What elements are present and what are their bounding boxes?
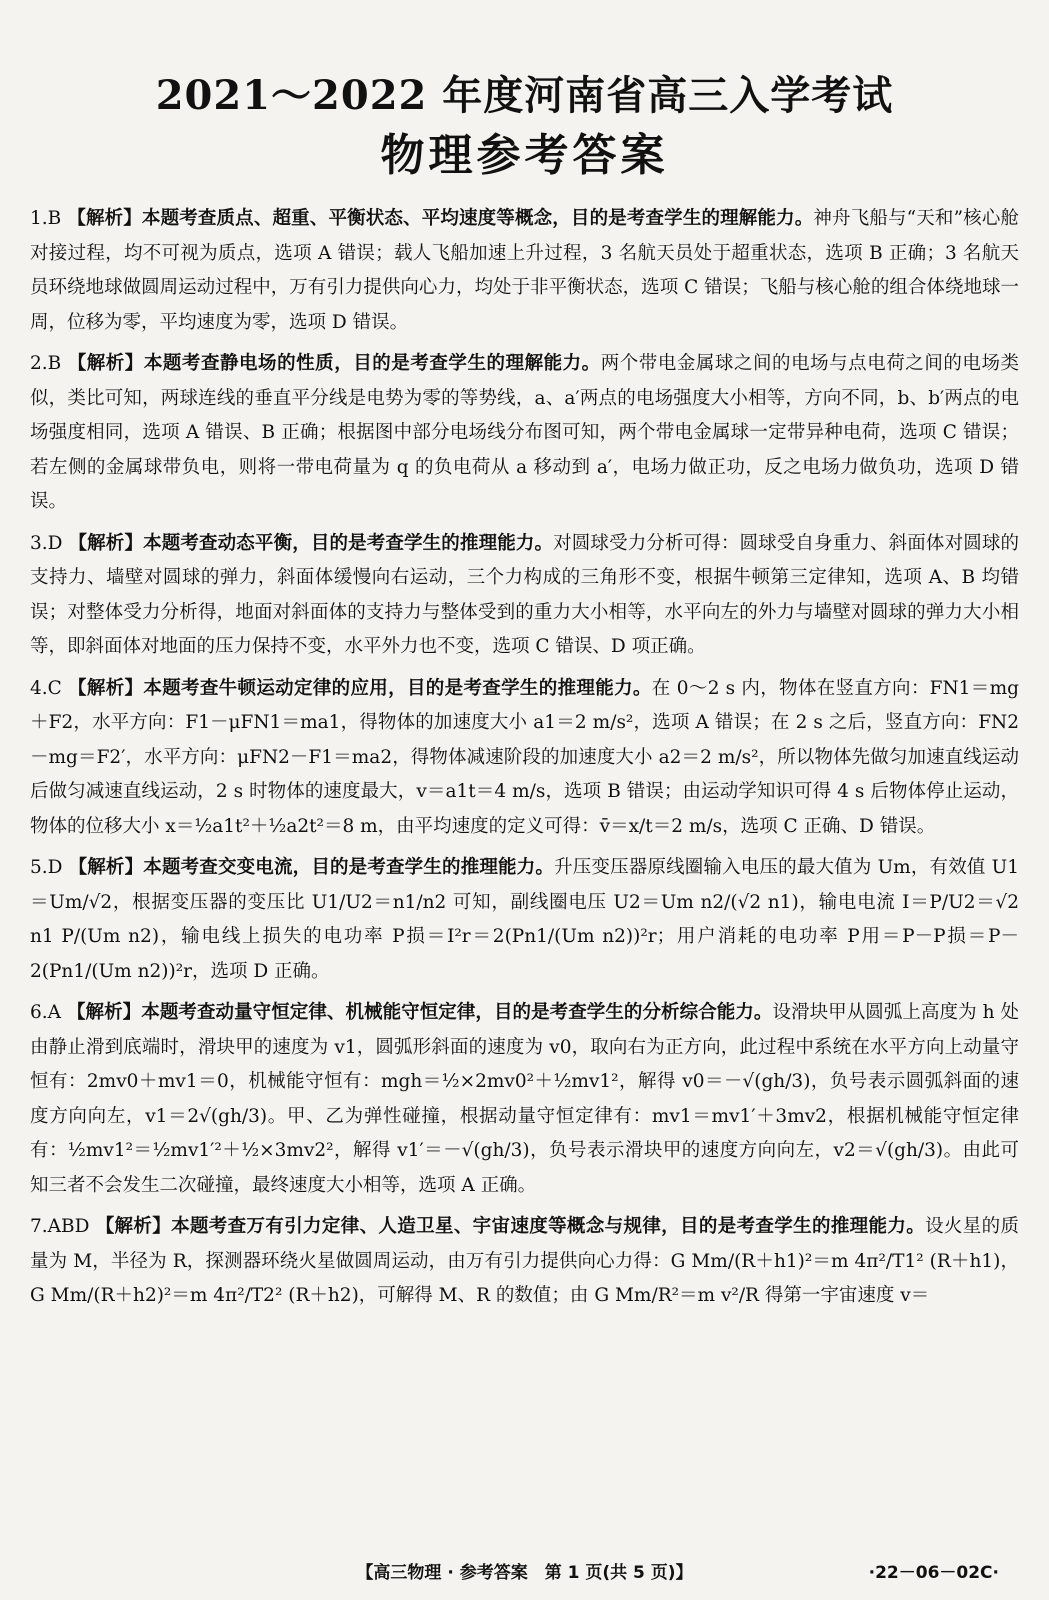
answer-item — [30, 672, 1019, 845]
analysis-lead: 本题考查动态平衡，目的是考查学生的推理能力。 — [143, 532, 554, 554]
question-list — [30, 202, 1019, 1314]
analysis-lead: 本题考查交变电流，目的是考查学生的推理能力。 — [143, 857, 555, 878]
answer-choice: B — [47, 208, 62, 229]
analysis-body: 神舟飞船与“天和”核心舱对接过程，均不可视为质点，选项 A 错误；载人飞船加速上升过程，3 名航天员处于超重状态，选项 B 正确；3 名航天员环绕地球做圆周运动过程中，万有引力提供向心力，均处于非平衡状态，选项 C 错误；飞船与核心舱的组合体绕地球一周，位移为零，平均速度为零，选项 D 错误。 — [30, 208, 1019, 333]
question-number: 1. — [30, 208, 48, 229]
analysis-lead: 本题考查动量守恒定律、机械能守恒定律，目的是考查学生的分析综合能力。 — [141, 1002, 773, 1023]
analysis-body: 对圆球受力分析可得：圆球受自身重力、斜面体对圆球的支持力、墙壁对圆球的弹力，斜面体缓慢向右运动，三个力构成的三角形不变，根据牛顿第三定律知，选项 A、B 均错误；对整体受力分析得，地面对斜面体的支持力与整体受到的重力大小相等，水平向左的外力与墙壁对圆球的弹力大小相等，即斜面体对地面的压力保持不变，水平外力也不变，选项 C 错误、D 项正确。 — [30, 532, 1019, 657]
analysis-tag: 【解析】 — [68, 677, 144, 699]
answer-item — [30, 1210, 1019, 1314]
analysis-lead: 本题考查万有引力定律、人造卫星、宇宙速度等概念与规律，目的是考查学生的推理能力。 — [171, 1216, 926, 1237]
answer-item — [30, 851, 1019, 989]
page-footer — [0, 1558, 1049, 1583]
answer-item — [30, 527, 1019, 665]
answer-choice: C — [47, 677, 62, 699]
question-number: 5. — [30, 857, 48, 878]
analysis-body: 在 0～2 s 内，物体在竖直方向：FN1＝mg＋F2，水平方向：F1－μFN1＝ma1，得物体的加速度大小 a1＝2 m/s²，选项 A 错误；在 2 s 之后，竖直方向：FN2－mg＝F2′，水平方向：μFN2－F1＝ma2，得物体减速阶段的加速度大小 a2＝2 m/s²，所以物体先做匀加速直线运动后做匀减速直线运动，2 s 时物体的速度最大，v＝a1t＝4 m/s，选项 B 错误；由运动学知识可得 4 s 后物体停止运动，物体的位移大小 x＝½a1t²＋½a2t²＝8 m，由平均速度的定义可得：v̄＝x/t＝2 m/s，选项 C 正确、D 错误。 — [30, 677, 1019, 837]
analysis-tag: 【解析】 — [95, 1216, 172, 1237]
analysis-body: 两个带电金属球之间的电场与点电荷之间的电场类似，类比可知，两球连线的垂直平分线是电势为零的等势线，a、a′两点的电场强度大小相等，方向不同，b、b′两点的电场强度相同，选项 A 错误、B 正确；根据图中部分电场线分布图可知，两个带电金属球一定带异种电荷，选项 C 错误；若左侧的金属球带负电，则将一带电荷量为 q 的负电荷从 a 移动到 a′，电场力做正功，反之电场力做负功，选项 D 错误。 — [30, 353, 1019, 512]
analysis-lead: 本题考查质点、超重、平衡状态、平均速度等概念，目的是考查学生的理解能力。 — [141, 208, 814, 229]
analysis-body: 设滑块甲从圆弧上高度为 h 处由静止滑到底端时，滑块甲的速度为 v1，圆弧形斜面的速度为 v0，取向右为正方向，此过程中系统在水平方向上动量守恒有：2mv0＋mv1＝0，机械能守恒有：mgh＝½×2mv0²＋½mv1²，解得 v0＝－√(gh/3)，负号表示圆弧斜面的速度方向向左，v1＝2√(gh/3)。甲、乙为弹性碰撞，根据动量守恒定律有：mv1＝mv1′＋3mv2，根据机械能守恒定律有：½mv1²＝½mv1′²＋½×3mv2²，解得 v1′＝－√(gh/3)，负号表示滑块甲的速度方向向左，v2＝√(gh/3)。由此可知三者不会发生二次碰撞，最终速度大小相等，选项 A 正确。 — [30, 1002, 1019, 1196]
question-number: 6. — [30, 1002, 48, 1023]
analysis-tag: 【解析】 — [68, 532, 144, 554]
answer-choice: D — [47, 532, 63, 554]
answer-choice: A — [47, 1002, 62, 1023]
answer-choice: D — [47, 857, 63, 878]
question-number: 7. — [30, 1216, 48, 1237]
analysis-body: 设火星的质量为 M，半径为 R，探测器环绕火星做圆周运动，由万有引力提供向心力得：G Mm/(R＋h1)²＝m 4π²/T1² (R＋h1)，G Mm/(R＋h2)²＝m 4π²/T2² (R＋h2)，可解得 M、R 的数值；由 G Mm/R²＝m v²/R 得第一宇宙速度 v＝ — [30, 1216, 1019, 1306]
exam-title: 2021～2022 年度河南省高三入学考试 — [155, 72, 894, 119]
question-number: 3. — [30, 532, 48, 554]
question-number: 4. — [30, 677, 48, 699]
analysis-body: 升压变压器原线圈输入电压的最大值为 Um，有效值 U1＝Um/√2，根据变压器的变压比 U1/U2＝n1/n2 可知，副线圈电压 U2＝Um n2/(√2 n1)，输电电流 I＝P/U2＝√2 n1 P/(Um n2)，输电线上损失的电功率 P损＝I²r＝2(Pn1/(Um n2))²r；用户消耗的电功率 P用＝P－P损＝P－2(Pn1/(Um n2))²r，选项 D 正确。 — [30, 857, 1019, 982]
analysis-tag: 【解析】 — [66, 1002, 142, 1023]
analysis-lead: 本题考查牛顿运动定律的应用，目的是考查学生的推理能力。 — [143, 677, 652, 699]
answer-key-title: 物理参考答案 — [380, 130, 669, 181]
answer-item — [30, 202, 1019, 340]
analysis-tag: 【解析】 — [67, 353, 144, 374]
answer-item — [30, 347, 1019, 520]
footer-page-label: 【高三物理 · 参考答案 第 1 页(共 5 页)】 — [356, 1563, 693, 1583]
answer-item — [30, 996, 1019, 1203]
analysis-tag: 【解析】 — [67, 208, 142, 229]
answer-choice: ABD — [47, 1216, 90, 1237]
analysis-tag: 【解析】 — [68, 857, 144, 878]
answer-choice: B — [47, 353, 62, 374]
footer-code: ·22－06－02C· — [868, 1563, 999, 1583]
question-number: 2. — [30, 353, 48, 374]
analysis-lead: 本题考查静电场的性质，目的是考查学生的理解能力。 — [143, 353, 601, 374]
